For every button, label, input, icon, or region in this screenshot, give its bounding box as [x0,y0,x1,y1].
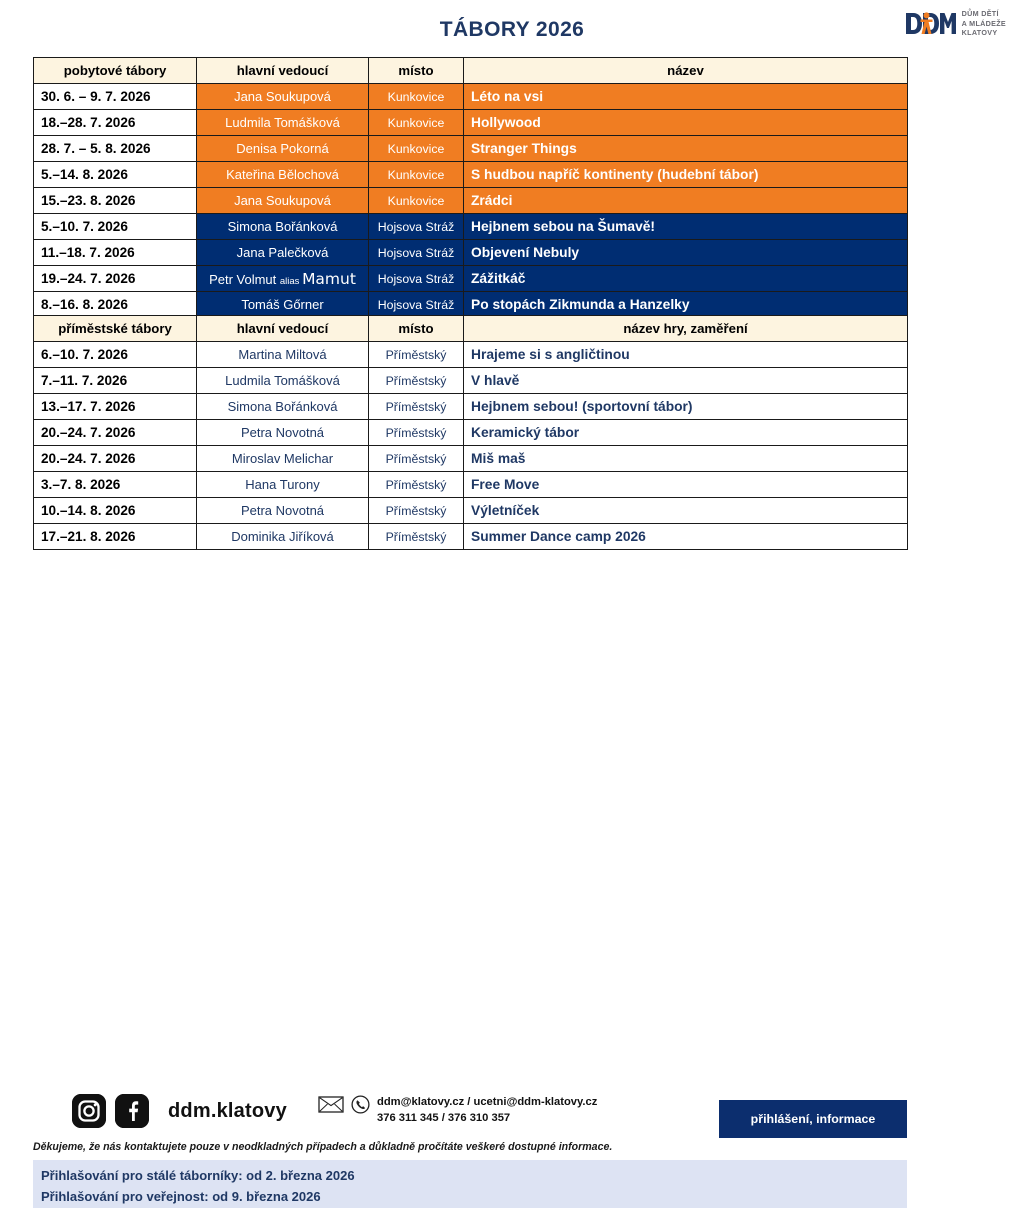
cell-period: 15.–23. 8. 2026 [34,188,197,214]
facebook-icon[interactable] [115,1094,149,1128]
cell-leader: Petra Novotná [197,420,369,446]
cell-period: 5.–10. 7. 2026 [34,214,197,240]
day-camps-table-head [34,316,908,342]
cell-place: Kunkovice [369,188,464,214]
table-row [34,162,908,188]
cell-place: Hojsova Stráž [369,240,464,266]
cell-camp-name: Hrajeme si s angličtinou [464,342,908,368]
day-camps-table-body [34,342,908,550]
contact-note: Děkujeme, že nás kontaktujete pouze v neodkladných případech a důkladně pročítáte veškeré dostupné informace. [33,1141,613,1153]
col-header-place: místo [369,58,464,84]
col-header-period: pobytové tábory [34,58,197,84]
logo-text [962,9,1006,38]
registration-dates-bar [33,1160,907,1208]
cell-camp-name: Léto na vsi [464,84,908,110]
registration-regulars-line: Přihlašování pro stálé táborníky: od 2. března 2026 [41,1168,355,1183]
contact-emails[interactable]: ddm@klatovy.cz / ucetni@ddm-klatovy.cz [377,1096,598,1108]
cell-period: 8.–16. 8. 2026 [34,292,197,318]
cell-place: Hojsova Stráž [369,292,464,318]
cell-period: 3.–7. 8. 2026 [34,472,197,498]
cell-camp-name: Zrádci [464,188,908,214]
cell-place: Příměstský [369,472,464,498]
table-row [34,188,908,214]
col-header-name: název hry, zaměření [464,316,908,342]
table-row [34,136,908,162]
cell-leader: Tomáš Gőrner [197,292,369,318]
col-header-name: název [464,58,908,84]
cell-camp-name: Summer Dance camp 2026 [464,524,908,550]
day-camps-table [33,315,908,550]
cell-camp-name: V hlavě [464,368,908,394]
cell-camp-name: Zážitkáč [464,266,908,292]
table-row [34,292,908,318]
cell-place: Kunkovice [369,162,464,188]
cell-place: Kunkovice [369,84,464,110]
cell-period: 19.–24. 7. 2026 [34,266,197,292]
instagram-icon[interactable] [72,1094,106,1128]
cell-period: 17.–21. 8. 2026 [34,524,197,550]
contact-block [318,1095,597,1127]
logo-line-1: DŮM DĚTÍ [961,9,999,18]
cell-place: Příměstský [369,342,464,368]
page-footer [0,545,1024,1205]
cell-leader: Denisa Pokorná [197,136,369,162]
cell-period: 13.–17. 7. 2026 [34,394,197,420]
cell-leader: Hana Turony [197,472,369,498]
cell-place: Příměstský [369,524,464,550]
registration-info-label: přihlášení, informace [750,1112,876,1126]
cell-place: Příměstský [369,446,464,472]
residential-camps-table [33,57,908,318]
cell-camp-name: Hollywood [464,110,908,136]
cell-leader [197,266,369,292]
cell-leader: Petra Novotná [197,498,369,524]
cell-period: 20.–24. 7. 2026 [34,420,197,446]
cell-place: Příměstský [369,420,464,446]
cell-period: 28. 7. – 5. 8. 2026 [34,136,197,162]
cell-leader: Miroslav Melichar [197,446,369,472]
cell-leader: Jana Soukupová [197,84,369,110]
cell-camp-name: Free Move [464,472,908,498]
cell-place: Hojsova Stráž [369,214,464,240]
cell-camp-name: Stranger Things [464,136,908,162]
cell-period: 30. 6. – 9. 7. 2026 [34,84,197,110]
logo-line-2: A MLÁDEŽE [961,18,1006,28]
table-header-row [34,316,908,342]
leader-nickname: Mamut [302,269,356,288]
cell-camp-name: Keramický tábor [464,420,908,446]
logo-line-3: KLATOVY [961,28,998,37]
table-row [34,446,908,472]
registration-public-line: Přihlašování pro veřejnost: od 9. března 2026 [41,1189,321,1205]
page-header [0,0,1024,48]
registration-info-button[interactable] [719,1100,907,1138]
contact-details [377,1095,597,1127]
cell-camp-name: S hudbou napříč kontinenty (hudební tábor) [464,162,908,188]
phone-icon [351,1095,370,1114]
cell-leader: Jana Soukupová [197,188,369,214]
envelope-icon [318,1096,344,1113]
cell-period: 10.–14. 8. 2026 [34,498,197,524]
table-row [34,84,908,110]
table-row [34,214,908,240]
cell-leader: Ludmila Tomášková [197,110,369,136]
table-row [34,342,908,368]
cell-leader: Jana Palečková [197,240,369,266]
cell-place: Příměstský [369,394,464,420]
cell-leader: Dominika Jiříková [197,524,369,550]
social-handle: ddm.klatovy [168,1099,287,1122]
col-header-place: místo [369,316,464,342]
cell-leader: Simona Bořánková [197,394,369,420]
contact-phones[interactable]: 376 311 345 / 376 310 357 [377,1111,511,1124]
table-row [34,394,908,420]
cell-period: 11.–18. 7. 2026 [34,240,197,266]
cell-place: Kunkovice [369,110,464,136]
col-header-leader: hlavní vedoucí [197,316,369,342]
cell-camp-name: Hejbnem sebou na Šumavě! [464,214,908,240]
cell-camp-name: Po stopách Zikmunda a Hanzelky [464,292,908,318]
cell-period: 5.–14. 8. 2026 [34,162,197,188]
table-row [34,110,908,136]
residential-table-head [34,58,908,84]
table-row [34,266,908,292]
cell-period: 18.–28. 7. 2026 [34,110,197,136]
table-row [34,368,908,394]
cell-period: 6.–10. 7. 2026 [34,342,197,368]
table-header-row [34,58,908,84]
col-header-leader: hlavní vedoucí [197,58,369,84]
cell-leader: Ludmila Tomášková [197,368,369,394]
cell-place: Příměstský [369,368,464,394]
cell-camp-name: Výletníček [464,498,908,524]
page-title: TÁBORY 2026 [439,18,585,41]
social-links [72,1094,287,1128]
leader-alias-word: alias [279,275,303,287]
cell-period: 7.–11. 7. 2026 [34,368,197,394]
cell-leader: Kateřina Bělochová [197,162,369,188]
residential-table-body [34,84,908,318]
cell-camp-name: Hejbnem sebou! (sportovní tábor) [464,394,908,420]
cell-camp-name: Objevení Nebuly [464,240,908,266]
cell-place: Příměstský [369,498,464,524]
leader-name: Petr Volmut [209,271,280,287]
table-row [34,472,908,498]
ddm-logo-icon [904,9,956,37]
cell-camp-name: Miš maš [464,446,908,472]
cell-leader: Martina Miltová [197,342,369,368]
col-header-period: příměstské tábory [34,316,197,342]
table-row [34,498,908,524]
ddm-logo [904,9,1006,38]
cell-period: 20.–24. 7. 2026 [34,446,197,472]
table-row [34,240,908,266]
cell-leader: Simona Bořánková [197,214,369,240]
cell-place: Kunkovice [369,136,464,162]
cell-place: Hojsova Stráž [369,266,464,292]
table-row [34,420,908,446]
